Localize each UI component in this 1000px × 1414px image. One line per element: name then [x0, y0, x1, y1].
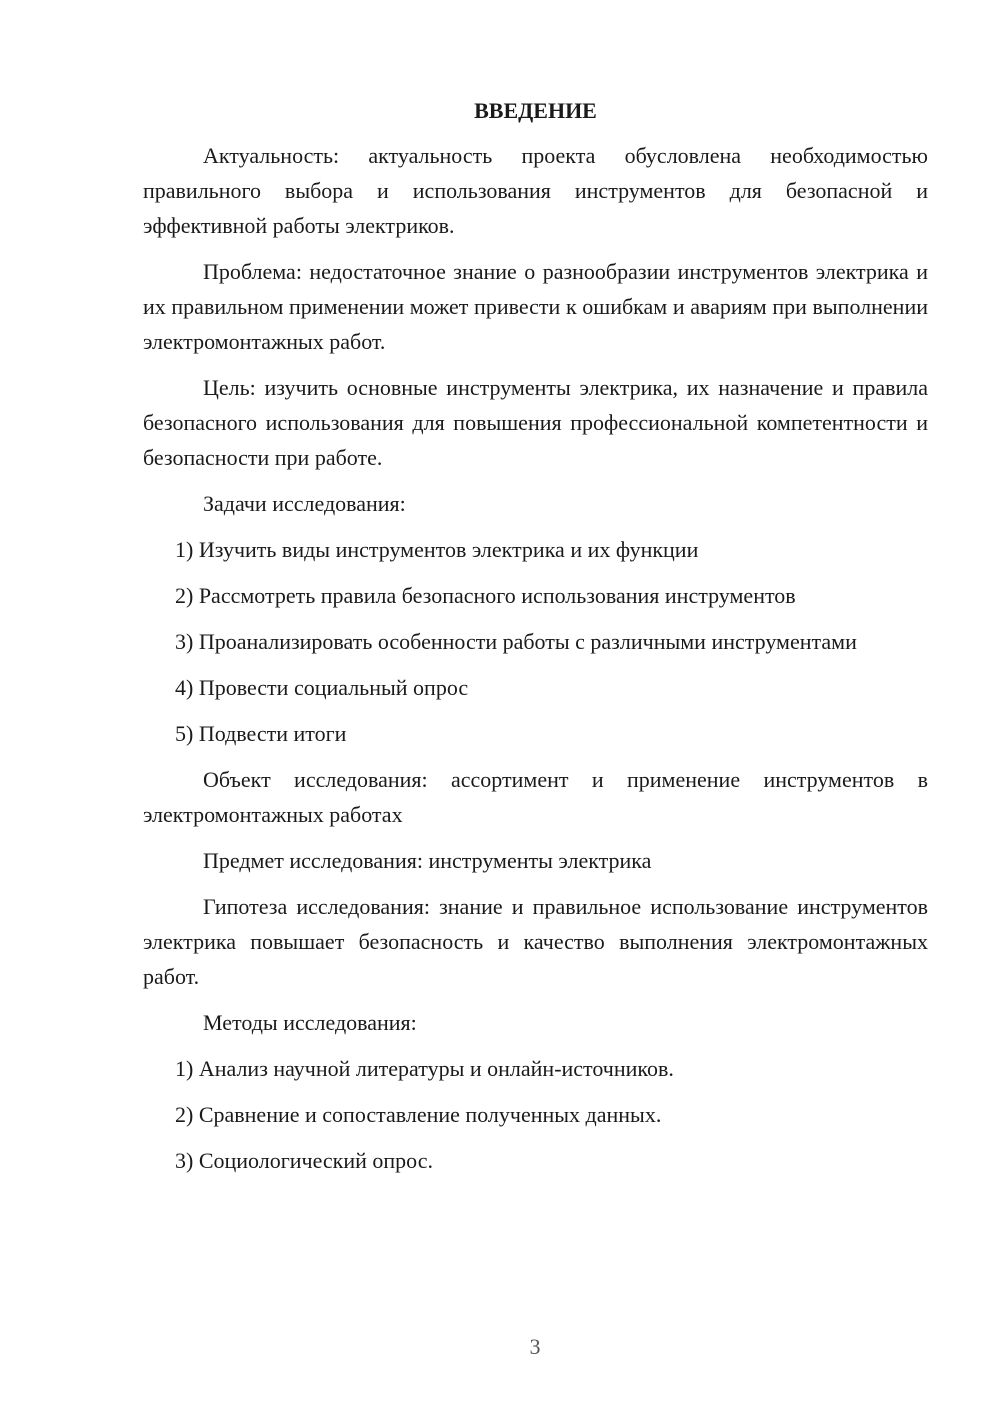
goal-paragraph: Цель: изучить основные инструменты электрика, их назначение и правила безопасного использования для повышения профессиональной компетентности и безопасности при работе.	[143, 375, 928, 470]
hypothesis-paragraph: Гипотеза исследования: знание и правильное использование инструментов электрика повышает безопасность и качество выполнения электромонтажных работ.	[143, 894, 928, 989]
method-item: 3) Социологический опрос.	[175, 1148, 433, 1173]
task-item: 3) Проанализировать особенности работы с различными инструментами	[175, 629, 857, 654]
page-number: 3	[529, 1334, 541, 1359]
page-content	[143, 93, 928, 1189]
task-item: 5) Подвести итоги	[175, 721, 347, 746]
task-item: 1) Изучить виды инструментов электрика и их функции	[175, 537, 699, 562]
task-item: 4) Провести социальный опрос	[175, 675, 469, 700]
relevance-paragraph: Актуальность: актуальность проекта обусловлена необходимостью правильного выбора и использования инструментов для безопасной и эффективной работы электриков.	[143, 143, 928, 238]
section-title: ВВЕДЕНИЕ	[474, 98, 597, 123]
task-item: 2) Рассмотреть правила безопасного использования инструментов	[175, 583, 796, 608]
method-item: 2) Сравнение и сопоставление полученных данных.	[175, 1102, 662, 1127]
problem-paragraph: Проблема: недостаточное знание о разнообразии инструментов электрика и их правильном применении может привести к ошибкам и авариям при выполнении электромонтажных работ.	[143, 259, 928, 354]
methods-heading: Методы исследования:	[203, 1010, 417, 1035]
method-item: 1) Анализ научной литературы и онлайн-источников.	[175, 1056, 674, 1081]
object-paragraph: Объект исследования: ассортимент и применение инструментов в электромонтажных работах	[143, 767, 928, 827]
tasks-heading: Задачи исследования:	[203, 491, 406, 516]
subject-paragraph: Предмет исследования: инструменты электрика	[203, 848, 652, 873]
